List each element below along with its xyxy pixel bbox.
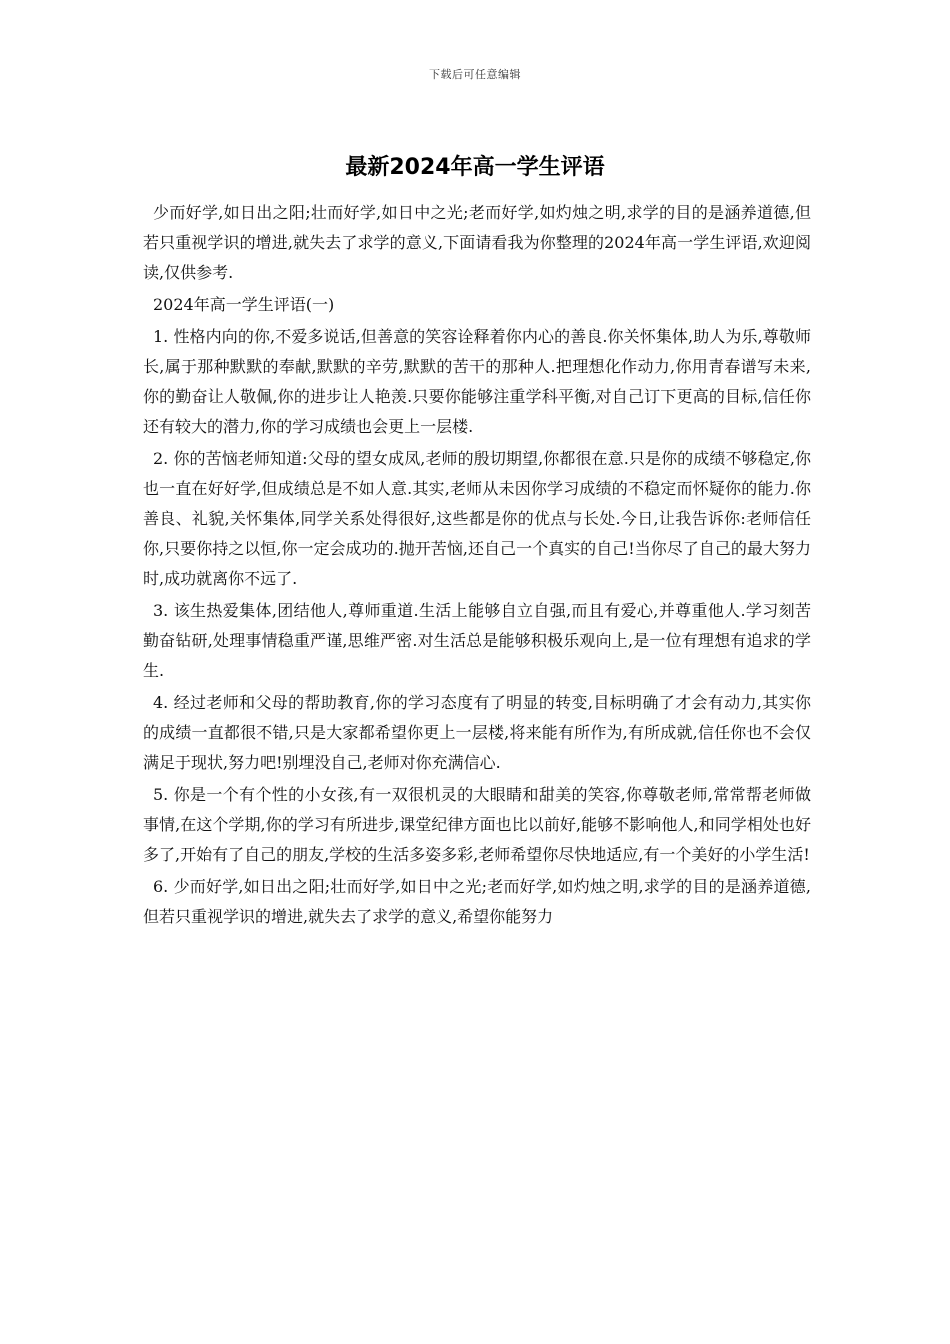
- page-title: 最新2024年高一学生评语: [345, 155, 605, 180]
- intro-paragraph: 少而好学,如日出之阳;壮而好学,如日中之光;老而好学,如灼烛之明,求学的目的是涵养道德,但若只重视学识的增进,就失去了求学的意义,下面请看我为你整理的2024年高一学生评语,欢迎阅读,仅供参考.: [143, 203, 811, 282]
- header-note: 下载后可任意编辑: [429, 68, 521, 81]
- comment-item-6: 6. 少而好学,如日出之阳;壮而好学,如日中之光;老而好学,如灼烛之明,求学的目的是涵养道德,但若只重视学识的增进,就失去了求学的意义,希望你能努力: [143, 877, 811, 926]
- document-body: [143, 198, 811, 934]
- comment-item-3: 3. 该生热爱集体,团结他人,尊师重道.生活上能够自立自强,而且有爱心,并尊重他人.学习刻苦勤奋钻研,处理事情稳重严谨,思维严密.对生活总是能够积极乐观向上,是一位有理想有追求的学生.: [143, 601, 811, 680]
- comment-item-2: 2. 你的苦恼老师知道:父母的望女成凤,老师的殷切期望,你都很在意.只是你的成绩不够稳定,你也一直在好好学,但成绩总是不如人意.其实,老师从未因你学习成绩的不稳定而怀疑你的能力.你善良、礼貌,关怀集体,同学关系处得很好,这些都是你的优点与长处.今日,让我告诉你:老师信任你,只要你持之以恒,你一定会成功的.抛开苦恼,还自己一个真实的自己!当你尽了自己的最大努力时,成功就离你不远了.: [143, 449, 811, 588]
- comment-item-1: 1. 性格内向的你,不爱多说话,但善意的笑容诠释着你内心的善良.你关怀集体,助人为乐,尊敬师长,属于那种默默的奉献,默默的辛劳,默默的苦干的那种人.把理想化作动力,你用青春谱写未来,你的勤奋让人敬佩,你的进步让人艳羡.只要你能够注重学科平衡,对自己订下更高的目标,信任你还有较大的潜力,你的学习成绩也会更上一层楼.: [143, 327, 811, 436]
- comment-item-4: 4. 经过老师和父母的帮助教育,你的学习态度有了明显的转变,目标明确了才会有动力,其实你的成绩一直都很不错,只是大家都希望你更上一层楼,将来能有所作为,有所成就,信任你也不会仅满足于现状,努力吧!别埋没自己,老师对你充满信心.: [143, 693, 811, 772]
- comment-item-5: 5. 你是一个有个性的小女孩,有一双很机灵的大眼睛和甜美的笑容,你尊敬老师,常常帮老师做事情,在这个学期,你的学习有所进步,课堂纪律方面也比以前好,能够不影响他人,和同学相处也好多了,开始有了自己的朋友,学校的生活多姿多彩,老师希望你尽快地适应,有一个美好的小学生活!: [143, 785, 811, 864]
- section-heading: 2024年高一学生评语(一): [153, 295, 335, 314]
